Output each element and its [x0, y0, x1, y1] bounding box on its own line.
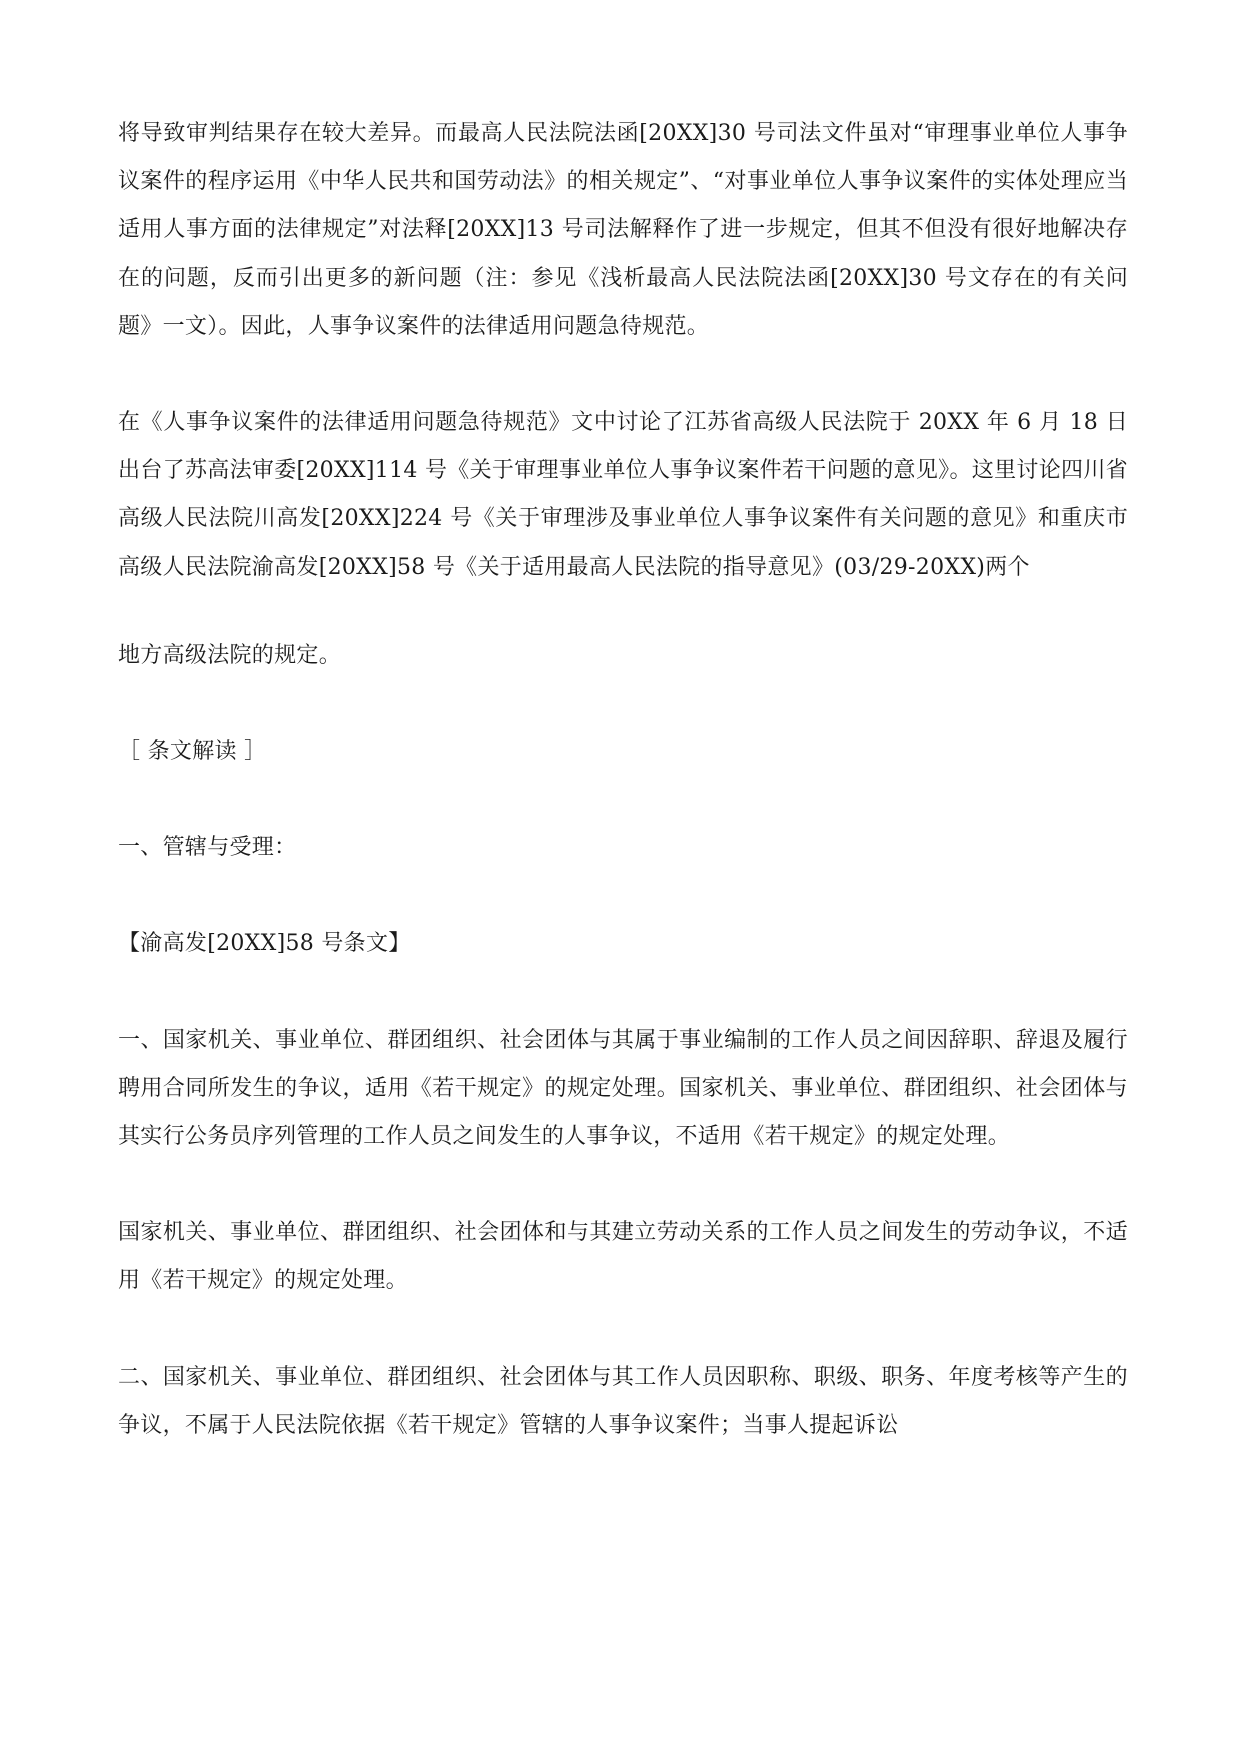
document-page: [118, 110, 1128, 1498]
article-clause-1-continued: 国家机关、事业单位、群团组织、社会团体和与其建立劳动关系的工作人员之间发生的劳动争议，不适用《若干规定》的规定处理。: [118, 1220, 1128, 1294]
section-heading-interpretation: ［ 条文解读 ］: [118, 739, 267, 765]
article-clause-1: 一、国家机关、事业单位、群团组织、社会团体与其属于事业编制的工作人员之间因辞职、辞退及履行聘用合同所发生的争议，适用《若干规定》的规定处理。国家机关、事业单位、群团组织、社会团体与其实行公务员序列管理的工作人员之间发生的人事争议，不适用《若干规定》的规定处理。: [118, 1027, 1128, 1150]
paragraph-discussion: 在《人事争议案件的法律适用问题急待规范》文中讨论了江苏省高级人民法院于 20XX 年 6 月 18 日出台了苏高法审委[20XX]114 号《关于审理事业单位人事争议案件若干问题的意见》。这里讨论四川省高级人民法院川高发[20XX]224 号《关于审理涉及事业单位人事争议案件有关问题的意见》和重庆市高级人民法院渝高发[20XX]58 号《关于适用最高人民法院的指导意见》(03/29-20XX)两个: [118, 410, 1128, 580]
paragraph-intro: 将导致审判结果存在较大差异。而最高人民法院法函[20XX]30 号司法文件虽对“审理事业单位人事争议案件的程序运用《中华人民共和国劳动法》的相关规定”、“对事业单位人事争议案件的实体处理应当适用人事方面的法律规定”对法释[20XX]13 号司法解释作了进一步规定，但其不但没有很好地解决存在的问题，反而引出更多的新问题（注：参见《浅析最高人民法院法函[20XX]30 号文存在的有关问题》一文）。因此，人事争议案件的法律适用问题急待规范。: [118, 121, 1129, 339]
paragraph-discussion-continued: 地方高级法院的规定。: [118, 642, 342, 668]
article-heading: 【渝高发[20XX]58 号条文】: [118, 931, 411, 957]
subsection-heading-jurisdiction: 一、管辖与受理：: [118, 835, 297, 861]
article-clause-2: 二、国家机关、事业单位、群团组织、社会团体与其工作人员因职称、职级、职务、年度考核等产生的争议，不属于人民法院依据《若干规定》管辖的人事争议案件；当事人提起诉讼: [118, 1364, 1128, 1438]
